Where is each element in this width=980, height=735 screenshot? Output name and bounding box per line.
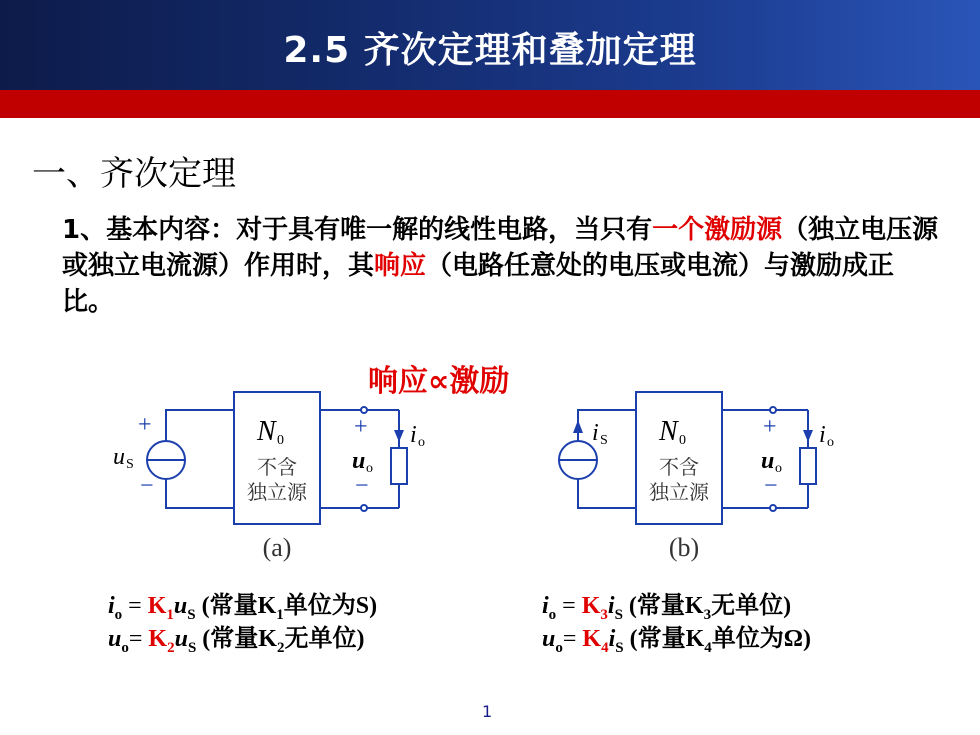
formula-sub: o xyxy=(548,606,557,623)
output-current-label: i xyxy=(410,422,417,448)
formula-constant: K xyxy=(582,626,602,652)
caption-a: (a) xyxy=(262,533,292,562)
wire xyxy=(166,410,234,441)
highlight-single-source: 一个激励源 xyxy=(652,215,783,245)
source-current-sub: S xyxy=(600,433,608,448)
formula-eq: = xyxy=(556,593,582,619)
network-sub: 0 xyxy=(679,433,686,448)
highlight-response: 响应 xyxy=(374,251,427,281)
formula-constant: K xyxy=(581,593,601,619)
formula-note: 无单位 xyxy=(284,626,357,652)
current-arrowhead-icon xyxy=(803,430,813,442)
formula-var: i xyxy=(108,593,115,619)
section-heading: 一、齐次定理 xyxy=(32,154,236,194)
terminal-dot xyxy=(770,505,776,511)
formula-var: u xyxy=(108,626,122,652)
caption-b: (b) xyxy=(668,533,700,562)
formula-note-k: K xyxy=(257,593,277,619)
minus-sign: − xyxy=(355,473,369,499)
slide-title: 2.5 齐次定理和叠加定理 xyxy=(283,30,697,71)
formula-var: u xyxy=(173,593,188,619)
proportionality-statement: 响应∝激励 xyxy=(368,364,510,399)
paragraph-text: （独立电压源或独立电流源）作用时，其 xyxy=(62,215,939,281)
formula-var: u xyxy=(174,626,188,652)
formula-constant-sub: 4 xyxy=(601,639,609,656)
formula-var: i xyxy=(542,593,549,619)
formula-note-sub: 4 xyxy=(704,639,712,656)
network-symbol: N xyxy=(257,416,276,447)
load-resistor-icon xyxy=(800,448,816,484)
plus-sign: + xyxy=(354,414,368,440)
formula-unit: Ω xyxy=(783,626,803,652)
paragraph-text: 1、基本内容：对于具有唯一解的线性电路，当只有 xyxy=(62,215,653,245)
current-arrowhead-icon xyxy=(394,430,404,442)
formula-note-k: K xyxy=(684,593,704,619)
formula-a2 xyxy=(108,618,364,657)
output-voltage-label: u xyxy=(352,448,366,474)
wire xyxy=(578,479,636,508)
terminal-dot xyxy=(361,505,367,511)
terminal-dot xyxy=(361,407,367,413)
plus-sign: + xyxy=(763,414,777,440)
formula-note: ) xyxy=(783,593,792,619)
formula-sub: S xyxy=(615,639,624,656)
network-desc-line1: 不含 xyxy=(659,457,699,479)
formula-note: (常量 xyxy=(196,626,259,652)
formula-note: (常量 xyxy=(195,593,258,619)
minus-sign: − xyxy=(140,473,154,499)
source-arrowhead-icon xyxy=(573,420,583,433)
formula-note: ) xyxy=(369,593,378,619)
output-voltage-sub: o xyxy=(775,461,782,476)
formula-note-k: K xyxy=(685,626,705,652)
formula-note: ) xyxy=(802,626,811,652)
formula-note: 单位为 xyxy=(283,593,356,619)
formula-var: u xyxy=(542,626,556,652)
source-current-label: i xyxy=(592,420,599,446)
formula-constant-sub: 2 xyxy=(167,639,175,656)
formula-sub: S xyxy=(187,606,196,623)
formula-constant-sub: 3 xyxy=(600,606,608,623)
formula-sub: o xyxy=(121,639,129,656)
plus-sign: + xyxy=(138,412,152,438)
formula-constant: K xyxy=(148,626,168,652)
formula-unit: S xyxy=(355,593,370,619)
source-voltage-label: u xyxy=(113,444,125,470)
formula-eq: = xyxy=(128,626,149,652)
formula-note: (常量 xyxy=(623,626,686,652)
formula-sub: S xyxy=(614,606,623,623)
network-sub: 0 xyxy=(277,433,284,448)
formula-constant-sub: 1 xyxy=(166,606,174,623)
formula-var: i xyxy=(608,626,616,652)
formula-note-k: K xyxy=(258,626,277,652)
formula-eq: = xyxy=(562,626,583,652)
formula-sub: o xyxy=(114,606,123,623)
formula-var: i xyxy=(607,593,615,619)
network-symbol: N xyxy=(659,416,678,447)
minus-sign: − xyxy=(764,473,778,499)
formula-note: 单位为 xyxy=(711,626,784,652)
network-desc-line1: 不含 xyxy=(257,457,297,479)
output-current-label: i xyxy=(819,422,826,448)
formula-note-sub: 2 xyxy=(276,639,285,656)
output-voltage-label: u xyxy=(761,448,775,474)
network-desc-line2: 独立源 xyxy=(247,482,307,504)
formula-sub: S xyxy=(187,639,197,656)
formula-constant: K xyxy=(147,593,167,619)
formula-b2 xyxy=(542,618,811,657)
output-current-sub: o xyxy=(418,435,425,450)
network-desc-line2: 独立源 xyxy=(649,482,709,504)
output-current-sub: o xyxy=(827,435,834,450)
page-number: 1 xyxy=(482,702,493,721)
formula-note: ) xyxy=(356,626,365,652)
formula-eq: = xyxy=(122,593,148,619)
output-voltage-sub: o xyxy=(366,461,373,476)
wire xyxy=(166,479,234,508)
formula-note-sub: 1 xyxy=(276,606,284,623)
formula-note: (常量 xyxy=(622,593,685,619)
load-resistor-icon xyxy=(391,448,407,484)
formula-note-sub: 3 xyxy=(703,606,712,623)
source-voltage-sub: S xyxy=(126,457,134,472)
formula-note: 无单位 xyxy=(711,593,784,619)
terminal-dot xyxy=(770,407,776,413)
formula-sub: o xyxy=(555,639,563,656)
paragraph-text: （电路任意处的电压或电流）与激励成正比。 xyxy=(62,251,895,317)
